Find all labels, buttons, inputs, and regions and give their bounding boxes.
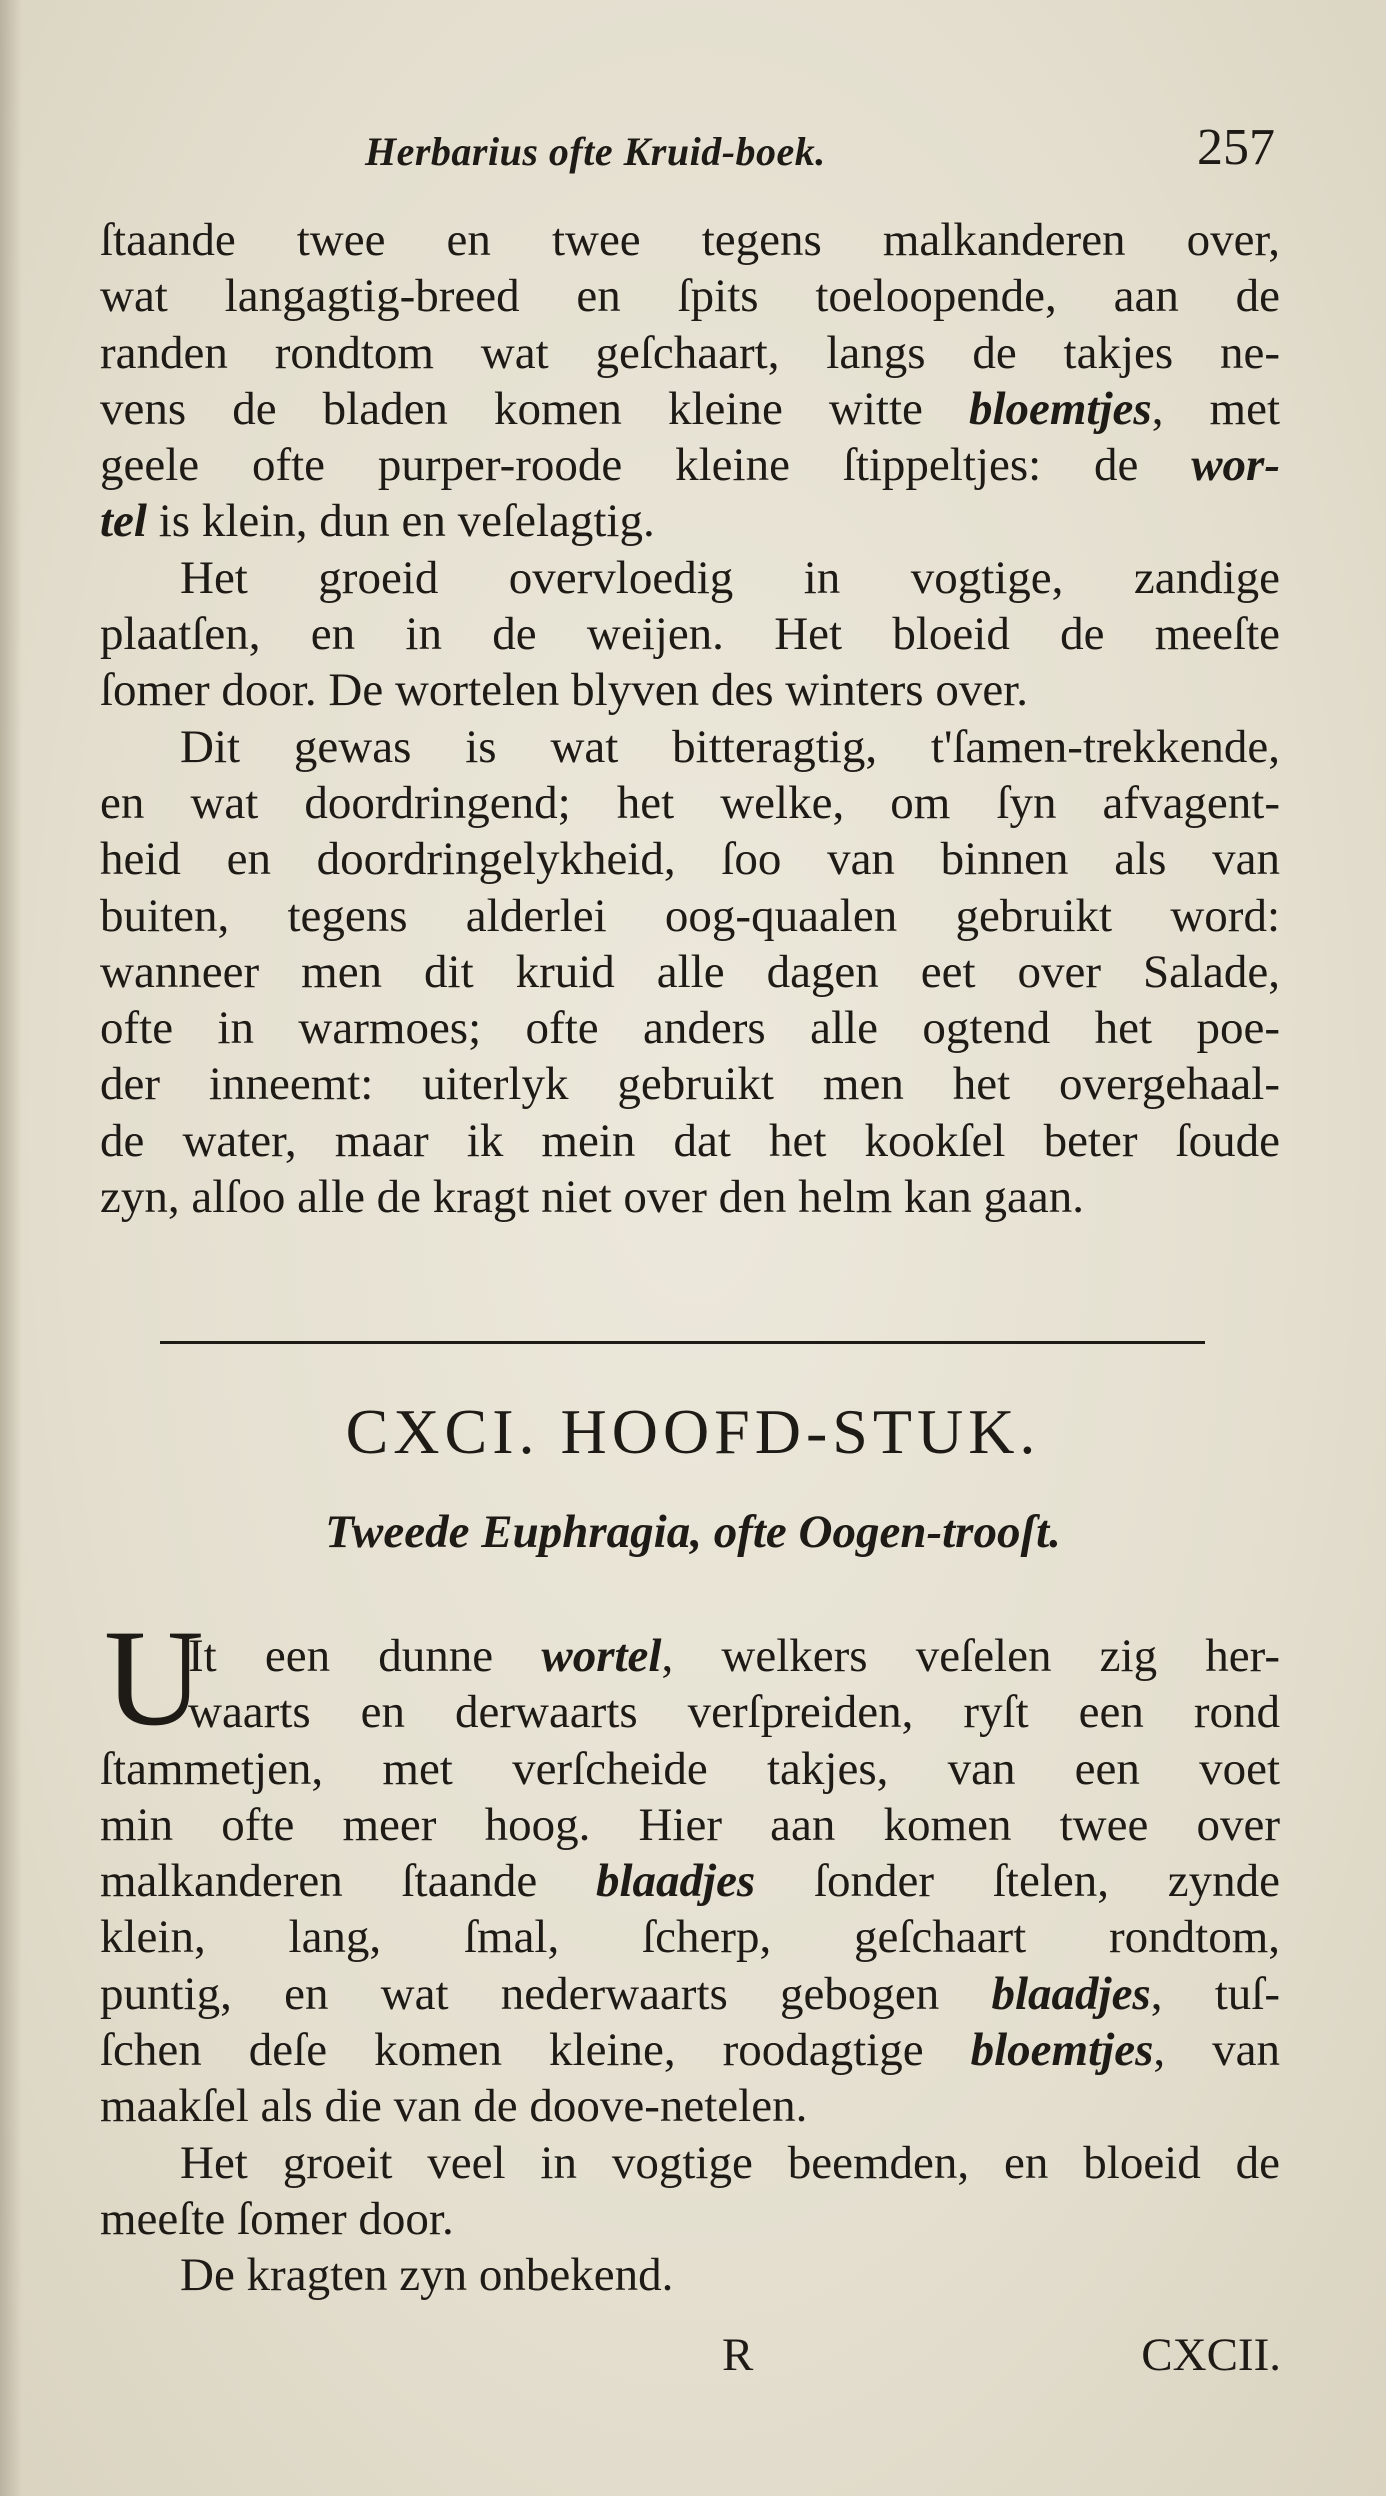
italic-term: blaadjes bbox=[991, 1967, 1151, 2020]
page-number: 257 bbox=[1197, 119, 1275, 176]
italic-term: bloemtjes bbox=[968, 382, 1152, 435]
section-divider-rule bbox=[160, 1341, 1205, 1344]
text-line: waarts en derwaarts verſpreiden, ryſt een rond bbox=[188, 1686, 1280, 1739]
text-line: Het groeit veel in vogtige beemden, en bloeid de bbox=[180, 2136, 1280, 2189]
page-header bbox=[365, 118, 1275, 188]
italic-term: wor- bbox=[1191, 439, 1280, 492]
signature-mark: R bbox=[722, 2329, 754, 2381]
italic-term: bloemtjes bbox=[970, 2024, 1154, 2077]
text-line: plaatſen, en in de weijen. Het bloeid de meeſte bbox=[100, 608, 1280, 661]
text-line: De kragten zyn onbekend. bbox=[180, 2249, 674, 2302]
drop-cap: U bbox=[104, 1601, 204, 1754]
running-title: Herbarius ofte Kruid-boek. bbox=[365, 129, 826, 174]
chapter-title: CXCI. HOOFD-STUK. bbox=[345, 1396, 1041, 1467]
text-line: puntig, en wat nederwaarts gebogen blaadjes, tuſ- bbox=[100, 1967, 1280, 2020]
text-line: der inneemt: uiterlyk gebruikt men het overgehaal- bbox=[100, 1058, 1280, 1111]
text-block-bottom bbox=[100, 1628, 1280, 2304]
text-block-top bbox=[100, 212, 1280, 1225]
text-line: wanneer men dit kruid alle dagen eet over Salade, bbox=[100, 945, 1280, 998]
text-line: It een dunne wortel, welkers veſelen zig her- bbox=[188, 1630, 1280, 1682]
text-line: Dit gewas is wat bitteragtig, t'ſamen-trekkende, bbox=[180, 720, 1280, 773]
text-line: buiten, tegens alderlei oog-quaalen gebruikt word: bbox=[100, 889, 1280, 942]
chapter-subtitle: Tweede Euphragia, ofte Oogen-trooſt. bbox=[325, 1506, 1061, 1558]
italic-term: wortel bbox=[541, 1630, 662, 1682]
page-gutter-shadow bbox=[0, 0, 22, 2496]
page-footer bbox=[0, 2328, 1386, 2398]
text-line: ſchen deſe komen kleine, roodagtige bloemtjes, van bbox=[100, 2024, 1280, 2077]
text-line: maakſel als die van de doove-netelen. bbox=[100, 2080, 808, 2133]
text-line: ſtaande twee en twee tegens malkanderen over, bbox=[100, 214, 1280, 266]
text-line: geele ofte purper-roode kleine ſtippeltjes: de wor- bbox=[100, 439, 1280, 492]
italic-term: tel bbox=[100, 495, 147, 548]
catchword: CXCII. bbox=[1141, 2329, 1281, 2381]
text-line: klein, lang, ſmal, ſcherp, geſchaart rondtom, bbox=[100, 1911, 1280, 1964]
text-line: vens de bladen komen kleine witte bloemtjes, met bbox=[100, 382, 1280, 435]
text-line: de water, maar ik mein dat het kookſel beter ſoude bbox=[100, 1114, 1280, 1167]
text-line: Het groeid overvloedig in vogtige, zandige bbox=[180, 551, 1280, 604]
text-line: malkanderen ſtaande blaadjes ſonder ſtelen, zynde bbox=[100, 1855, 1280, 1908]
text-line: ofte in warmoes; ofte anders alle ogtend het poe- bbox=[100, 1002, 1280, 1055]
text-line: ſtammetjen, met verſcheide takjes, van een voet bbox=[100, 1742, 1280, 1795]
text-line: wat langagtig-breed en ſpits toeloopende, aan de bbox=[100, 270, 1280, 323]
text-line: zyn, alſoo alle de kragt niet over den helm kan gaan. bbox=[100, 1171, 1085, 1224]
text-line: heid en doordringelykheid, ſoo van binnen als van bbox=[100, 833, 1280, 886]
text-line: min ofte meer hoog. Hier aan komen twee over bbox=[100, 1798, 1280, 1851]
text-line: tel is klein, dun en veſelagtig. bbox=[100, 495, 655, 548]
text-line: randen rondtom wat geſchaart, langs de takjes ne- bbox=[100, 326, 1280, 379]
text-line: ſomer door. De wortelen blyven des winters over. bbox=[100, 664, 1029, 717]
text-line: en wat doordringend; het welke, om ſyn afvagent- bbox=[100, 776, 1280, 829]
italic-term: blaadjes bbox=[595, 1855, 756, 1908]
text-line: meeſte ſomer door. bbox=[100, 2192, 454, 2245]
